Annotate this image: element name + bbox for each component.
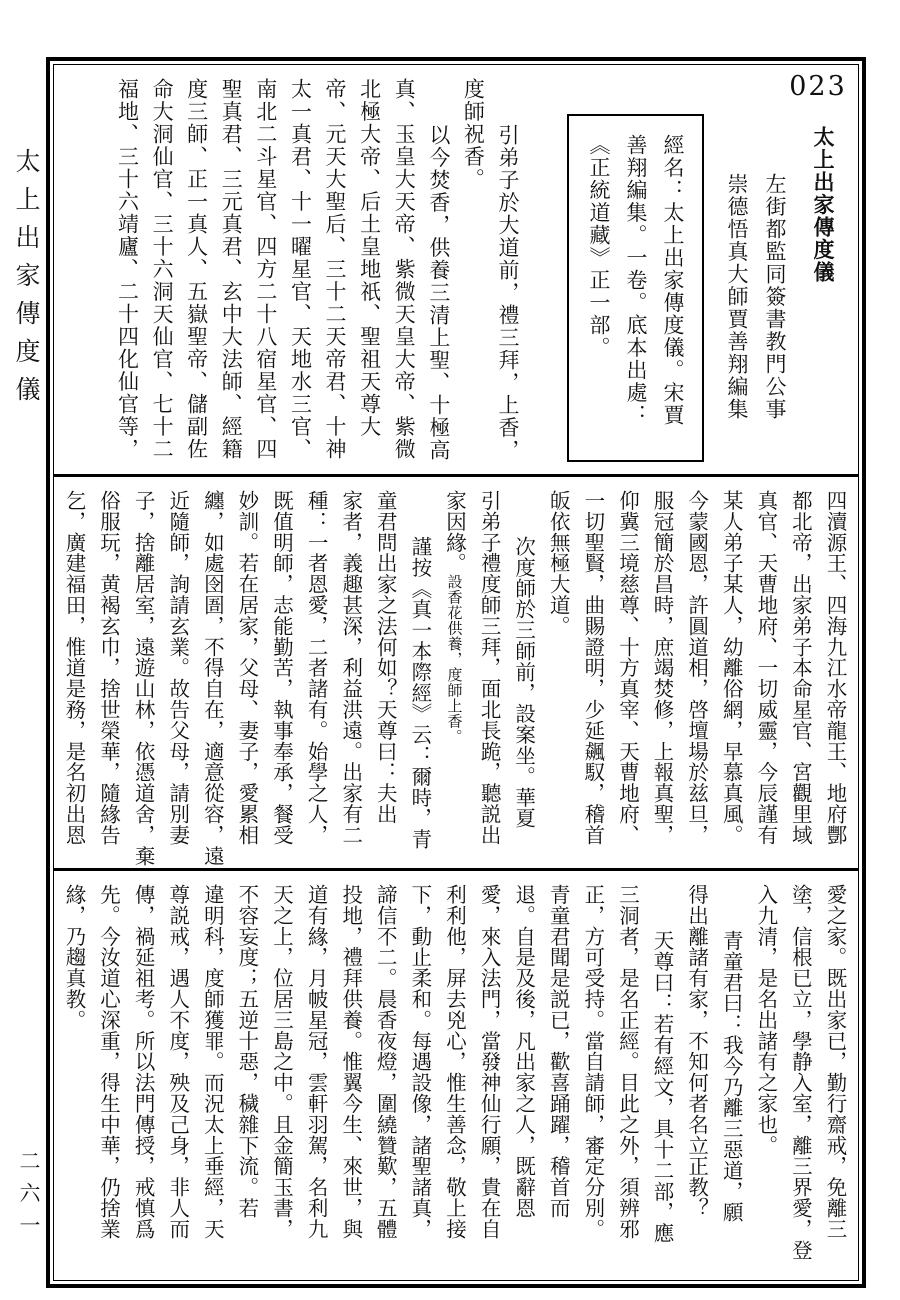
text-column: 天尊曰：若有經文，具十二部，應 — [650, 930, 675, 1244]
margin-running-title: 太上出家傳度儀 — [12, 148, 41, 414]
text-column: 三洞者，是名正經。目此之外，須辨邪 — [615, 884, 640, 1240]
text-column: 纏，如處囹圄，不得自在，適意從容，遠 — [200, 490, 225, 867]
text-column: 某人弟子某人，幼離俗網，早慕真風。 — [719, 490, 744, 846]
section-heading — [54, 65, 858, 477]
text-column: 家者，義趣甚深，利益洪遠。出家有二 — [338, 490, 363, 846]
text-column: 退。自是及後，凡出家之人，既辭恩 — [511, 884, 536, 1219]
text-column: 塗，信根已立，學静入室，離三界愛，登 — [788, 884, 813, 1261]
text-column: 都北帝，出家弟子本命星官、宮觀里域 — [788, 490, 813, 846]
text-column: 愛之家。既出家已，勤行齋戒，免離三 — [823, 884, 847, 1240]
text-column: 妙訓。若在居家，父母、妻子，愛累相 — [234, 490, 259, 846]
page-title: 太上出家傳度儀 — [811, 126, 836, 284]
text-column: 違明科，度師獲罪。而況太上垂經，天 — [200, 884, 225, 1240]
inline-rubric-note: 設香花供養，度師上香。 — [445, 573, 464, 745]
text-column: 命大洞仙官、三十六洞天仙官、七十二 — [150, 78, 175, 461]
text-column: 諦信不二。晨香夜燈，圍繞贊歎，五體 — [373, 884, 398, 1240]
text-column: 傳，禍延祖考。所以法門傳授，戒慎爲 — [131, 884, 156, 1240]
text-column: 福地、三十六靖廬、二十四化仙官等， — [115, 78, 140, 461]
byline-office: 左街都監同簽書教門公事 — [763, 173, 787, 421]
text-column: 利利他，屏去兇心，惟生善念，敬上接 — [442, 884, 467, 1240]
text-column: 天之上，位居三島之中。且金簡玉書， — [269, 884, 294, 1240]
text-column: 正，方可受持。當自請師，審定分別。 — [580, 884, 605, 1240]
text-column: 童君問出家之法何如？天尊曰：夫出 — [373, 490, 398, 825]
text-column: 仰冀三境慈尊、十方真宰、天曹地府、 — [615, 490, 640, 846]
section-middle — [54, 477, 858, 871]
text-column: 下，動止柔和。每遇設像，諸聖諸真， — [407, 884, 432, 1240]
text-column: 度師祝香。 — [461, 78, 486, 191]
text-column: 既值明師，志能勤苦，執事奉承，餐受 — [269, 490, 294, 846]
text-column: 尊説戒，遇人不度，殃及己身，非人而 — [165, 884, 190, 1240]
text-column: 次度師於三師前，設案坐。華夏 — [511, 536, 536, 829]
text-column: 真官、天曹地府、一切威靈，今辰謹有 — [753, 490, 778, 846]
byline-compiler: 崇德悟真大師賈善翔編集 — [725, 173, 749, 421]
text-column: 真、玉皇大天帝、紫微天皇大帝、紫微 — [392, 78, 417, 461]
text-column: 北極大帝、后土皇地祇、聖祖天尊大 — [357, 78, 382, 438]
folio-page-number: 二六一 — [17, 1150, 41, 1246]
page-border-frame-inner — [53, 64, 859, 1281]
text-column: 愛，來入法門，當發神仙行願，貴在自 — [477, 884, 502, 1240]
text-column: 引弟子禮度師三拜，面北長跪，聽説出 — [477, 490, 502, 846]
text-column: 先。今汝道心深重，得生中華，仍捨業 — [96, 884, 121, 1240]
text-column: 一切聖賢，曲賜證明，少延飆馭，稽首 — [580, 490, 605, 846]
text-column: 子，捨離居室，遠遊山林，依憑道舍，棄 — [131, 490, 156, 867]
text-column: 家因緣。設香花供養，度師上香。 — [442, 490, 467, 745]
text-column: 緣，乃趨真教。 — [61, 884, 86, 1031]
colophon-box — [567, 114, 704, 462]
spacer — [704, 78, 718, 469]
text-column: 入九清，是名出諸有之家也。 — [753, 884, 778, 1156]
text-column: 皈依無極大道。 — [546, 490, 571, 637]
text-column: 乞，廣建福田，惟道是務，是名初出恩 — [61, 490, 86, 846]
text-column: 引弟子於大道前，禮三拜，上香， — [496, 124, 520, 462]
text-column: 南北二斗星官、四方二十八宿星官、四 — [253, 78, 278, 461]
text-column: 道有緣，月帔星冠，雲軒羽駕，名利九 — [304, 884, 329, 1240]
text-column: 投地，禮拜供養。惟翼今生、來世，與 — [338, 884, 363, 1240]
text-column: 帝、元天大聖后、三十二天帝君、十神 — [323, 78, 348, 461]
text-column: 得出離諸有家，不知何者名立正教？ — [684, 884, 709, 1219]
text-column: 今蒙國恩，許圓道相，啓壇場於兹旦， — [684, 490, 709, 846]
text-column: 善翔編集。一卷。底本出處： — [624, 134, 648, 427]
text-column: 以今焚香，供養三清上聖、十極高 — [426, 124, 451, 462]
text-column: 近隨師，詢請玄業。故告父母，請別妻 — [165, 490, 190, 846]
spacer — [525, 78, 567, 469]
text-column: 種：一者恩愛，二者諸有。始學之人， — [304, 490, 329, 846]
text-column: 太一真君、十一曜星官、天地水三官、 — [288, 78, 313, 461]
section-bottom — [54, 871, 858, 1280]
text-column: 經名：太上出家傳度儀。宋賈 — [661, 134, 685, 427]
text-column: 四瀆源王、四海九江水帝龍王、地府酆 — [823, 490, 847, 846]
text-column: 青童君曰：我今乃離三惡道，願 — [719, 930, 744, 1223]
catalog-number: 023 — [789, 71, 847, 102]
text-column: 《正統道藏》正一部。 — [587, 134, 611, 359]
page-border-frame — [46, 57, 866, 1288]
text-column: 青童君聞是説已，歡喜踊躍，稽首而 — [546, 884, 571, 1219]
text-column: 俗服玩，黄褐玄巾，捨世榮華，隨緣告 — [96, 490, 121, 846]
text-column: 謹按《真一本際經》云：爾時，青 — [407, 536, 432, 850]
text-column: 服冠簡於昌時，庶竭焚修，上報真聖， — [650, 490, 675, 846]
text-column: 聖真君、三元真君、玄中大法師、經籍 — [219, 78, 244, 461]
text-column: 度三師、正一真人、五嶽聖帝、儲副佐 — [184, 78, 209, 461]
text-column: 不容妄度；五逆十惡，穢雜下流。若 — [234, 884, 259, 1219]
